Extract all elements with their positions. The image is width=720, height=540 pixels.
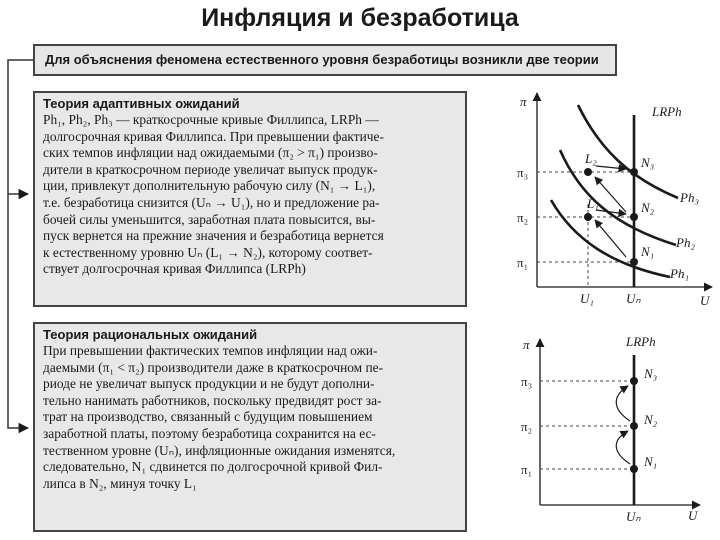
- point2-n3: [630, 377, 638, 385]
- graph2-label-n2: N₂: [644, 412, 658, 427]
- point-n3: [630, 168, 638, 176]
- rational-title: Теория рациональных ожиданий: [43, 327, 258, 342]
- rational-line: даемыми (π₁ < π₂) производители даже в краткосрочном пе-: [43, 359, 384, 375]
- graph1-tick-pi1: π₁: [517, 255, 529, 270]
- rational-line: заработной платы, поэтому безработица сохранится на ес-: [43, 425, 376, 441]
- graph1-label-n2: N₂: [641, 200, 655, 215]
- graph2-tick-pi2: π₂: [521, 419, 533, 434]
- graph1-label-n3: N₃: [641, 155, 655, 170]
- graph2-tick-pi1: π₁: [521, 462, 533, 477]
- graph1-label-ph3: Ph₃: [680, 190, 699, 205]
- graph1-label-ph1: Ph₁: [670, 266, 689, 281]
- rational-line: трат на производство, связанный с будущим повышением: [43, 409, 373, 425]
- point2-n2: [630, 422, 638, 430]
- graph2-arrows: [616, 386, 630, 464]
- graph1-lrph-label: LRPh: [652, 104, 682, 119]
- graph1-y-label: π: [520, 94, 527, 109]
- ph2-curve: [560, 150, 676, 245]
- graph2-y-label: π: [523, 337, 530, 352]
- adaptive-line: долгосрочная кривая Филлипса. При превышении фактиче-: [43, 128, 384, 144]
- graph1-x-label: U: [700, 293, 710, 308]
- adaptive-line: к естественному уровню Uₙ (L₁ → N₂), которому соответ-: [43, 244, 373, 260]
- graph1-label-l1: L₁: [587, 196, 599, 211]
- graph2-label-n1: N₁: [644, 454, 658, 469]
- adaptive-line: ции, привлекут дополнительную рабочую силу (N₁ → L₁),: [43, 178, 376, 194]
- graph2-tick-pi3: π₃: [521, 374, 533, 389]
- graph2-lrph-label: LRPh: [626, 334, 656, 349]
- adaptive-line: Ph₁, Ph₂, Ph₃ — краткосрочные кривые Филлипса, LRPh —: [43, 112, 379, 127]
- rational-line: тельно нанимать работников, поскольку предвидят рост за-: [43, 392, 382, 408]
- theories-header: Для объяснения феномена естественного уровня безработицы возникли две теории: [33, 44, 617, 76]
- graph1-tick-pi2: π₂: [517, 210, 529, 225]
- adaptive-line: бочей силы уменьшится, заработная плата повысится, вы-: [43, 211, 376, 227]
- point-n2: [630, 213, 638, 221]
- graph1-label-l2: L₂: [585, 151, 597, 166]
- graph1-label-ph2: Ph₂: [676, 235, 695, 250]
- rational-line: риоде не увеличат выпуск продукции и не будут дополни-: [43, 376, 375, 392]
- graph2-label-n3: N₃: [644, 366, 658, 381]
- slide-title: Инфляция и безработица: [201, 4, 519, 32]
- adaptive-line: ствует долгосрочная кривая Филлипса (LRPh): [43, 261, 306, 277]
- adaptive-title: Теория адаптивных ожиданий: [43, 96, 240, 111]
- point-n1: [630, 258, 638, 266]
- adaptive-line: ских темпов инфляции над ожидаемыми (π₂ > π₁) произво-: [43, 145, 378, 161]
- graph1-tick-u1: U₁: [580, 291, 594, 306]
- adaptive-line: дители в краткосрочном периоде увеличат выпуск продук-: [43, 161, 378, 177]
- graph2-x-label: U: [688, 508, 698, 523]
- point-l2: [584, 168, 592, 176]
- adaptive-phillips-graph: [517, 93, 712, 308]
- connector-bracket: [8, 60, 33, 428]
- point-l1: [584, 213, 592, 221]
- graph2-tick-un: Uₙ: [626, 509, 641, 524]
- rational-line: липса в N₂, минуя точку L₁: [43, 475, 197, 491]
- adaptive-line: т.е. безработица снизится (Uₙ → U₁), но и предложение ра-: [43, 194, 380, 210]
- rational-line: следовательно, N₁ сдвинется по долгосрочной кривой Фил-: [43, 459, 383, 475]
- rational-phillips-graph: [521, 334, 700, 524]
- point2-n1: [630, 465, 638, 473]
- graph1-arrows: [595, 166, 626, 257]
- graph1-label-n1: N₁: [641, 244, 655, 259]
- rational-line: При превышении фактических темпов инфляции над ожи-: [43, 343, 378, 358]
- adaptive-line: пуск вернется на прежние значения и безработица вернется: [43, 228, 384, 244]
- graph1-curves: [551, 105, 678, 277]
- graph1-tick-un: Uₙ: [626, 291, 641, 306]
- graph1-tick-pi3: π₃: [517, 165, 529, 180]
- rational-line: тественном уровне (Uₙ), инфляционные ожидания изменятся,: [43, 442, 396, 458]
